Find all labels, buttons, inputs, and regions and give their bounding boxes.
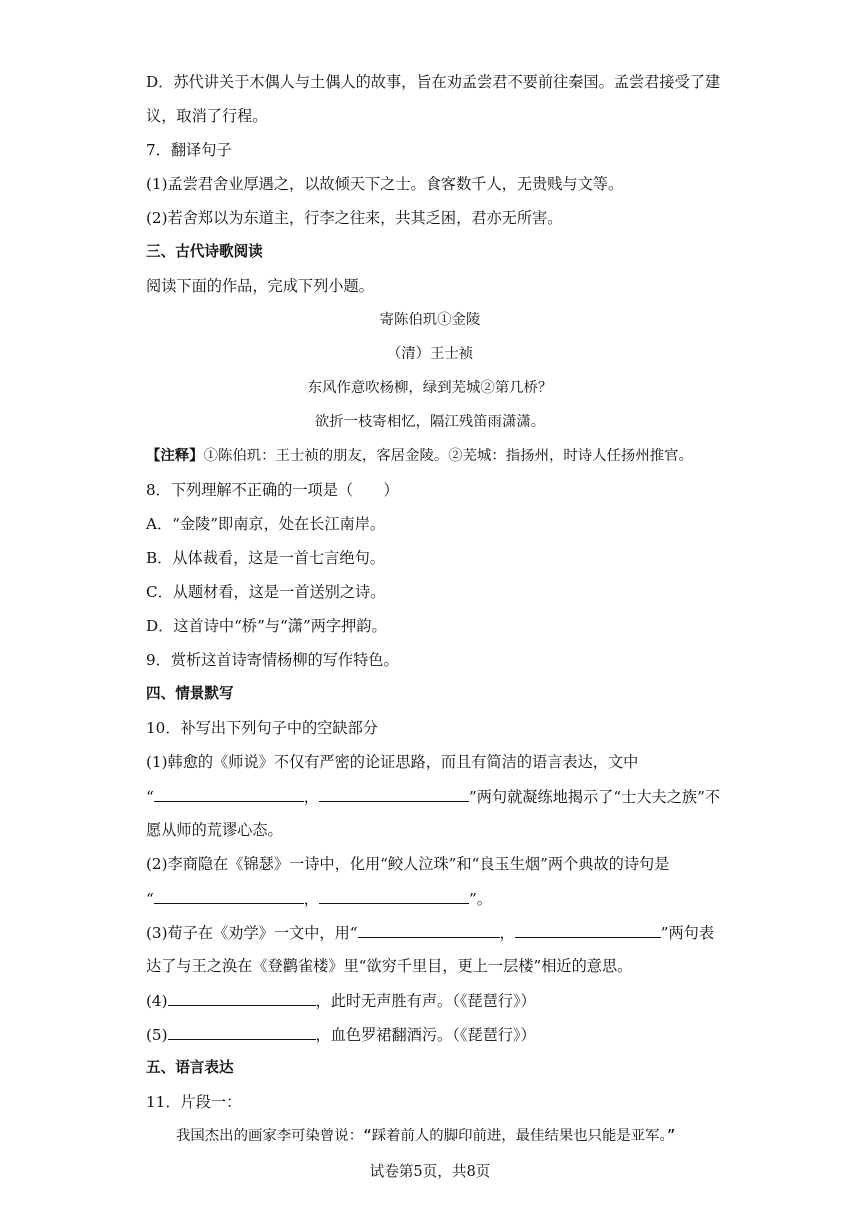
- quote-close: ”。: [468, 890, 492, 908]
- question-10-2-line2: [146, 888, 726, 909]
- question-7: 7．翻译句子: [146, 141, 232, 159]
- q6-option-d-line1: D．苏代讲关于木偶人与土偶人的故事，旨在劝孟尝君不要前往秦国。孟尝君接受了建: [146, 73, 721, 91]
- answer-blank[interactable]: [319, 888, 469, 904]
- question-8-option-d: D．这首诗中“桥”与“潇”两字押韵。: [146, 617, 387, 635]
- question-11: 11．片段一：: [146, 1093, 242, 1111]
- poem-author: （清）王士祯: [386, 346, 474, 362]
- answer-blank[interactable]: [168, 990, 316, 1006]
- question-10-3-line2: 达了与王之涣在《登鹳雀楼》里“欲穷千里目，更上一层楼”相近的意思。: [146, 957, 633, 975]
- question-11-passage: 我国杰出的画家李可染曾说：“踩着前人的脚印前进，最佳结果也只能是亚军。”: [176, 1128, 676, 1144]
- poem-line-1: 东风作意吹杨柳，绿到芜城②第几桥？: [307, 380, 553, 396]
- question-10-3-head: (3)荀子在《劝学》一文中，用“: [146, 924, 358, 942]
- poem-title: 寄陈伯玑①金陵: [379, 312, 481, 328]
- answer-blank[interactable]: [515, 922, 661, 938]
- answer-blank[interactable]: [154, 786, 304, 802]
- question-8-option-c: C．从题材看，这是一首送别之诗。: [146, 583, 386, 601]
- answer-blank[interactable]: [154, 888, 304, 904]
- answer-blank[interactable]: [319, 786, 469, 802]
- question-7-part-1: (1)孟尝君舍业厚遇之，以故倾天下之士。食客数千人，无贵贱与文等。: [146, 175, 624, 193]
- question-8-option-a: A．“金陵”即南京，处在长江南岸。: [146, 515, 386, 533]
- comma: ，: [303, 890, 319, 908]
- section-3-intro: 阅读下面的作品，完成下列小题。: [146, 277, 374, 295]
- question-10-4: [146, 990, 726, 1011]
- page-footer: 试卷第5页，共8页: [369, 1163, 491, 1180]
- item-number: (5): [146, 1026, 168, 1044]
- question-7-part-2: (2)若舍郑以为东道主，行李之往来，共其乏困，君亦无所害。: [146, 209, 563, 227]
- question-10-1-tail: ”两句就凝练地揭示了“士大夫之族”不: [468, 788, 721, 806]
- notes-text: ①陈伯玑：王士祯的朋友，客居金陵。②芜城：指扬州，时诗人任扬州推官。: [203, 448, 693, 464]
- answer-blank[interactable]: [168, 1024, 316, 1040]
- comma: ，: [303, 788, 319, 806]
- question-10-3-line1: [146, 922, 726, 943]
- quote-open: “: [146, 890, 154, 908]
- question-10-3-tail: ”两句表: [660, 924, 715, 942]
- question-10-5-tail: ，血色罗裙翻酒污。（《琵琶行》）: [315, 1026, 536, 1044]
- poem-notes: [146, 446, 726, 466]
- answer-blank[interactable]: [358, 922, 500, 938]
- question-10-1-line3: 愿从师的荒谬心态。: [146, 821, 283, 839]
- question-10: 10．补写出下列句子中的空缺部分: [146, 719, 378, 737]
- section-3-heading: 三、古代诗歌阅读: [146, 243, 263, 260]
- comma: ，: [499, 924, 515, 942]
- question-10-1-line2: [146, 786, 726, 807]
- question-10-5: [146, 1024, 726, 1045]
- q6-option-d-line2: 议，取消了行程。: [146, 107, 268, 125]
- item-number: (4): [146, 992, 168, 1010]
- question-10-1-line1: (1)韩愈的《师说》不仅有严密的论证思路，而且有简洁的语言表达，文中: [146, 753, 639, 771]
- section-4-heading: 四、情景默写: [146, 685, 234, 702]
- question-10-2-line1: (2)李商隐在《锦瑟》一诗中，化用“鲛人泣珠”和“良玉生烟”两个典故的诗句是: [146, 855, 670, 873]
- notes-label: 【注释】: [146, 448, 204, 464]
- question-8: 8．下列理解不正确的一项是（ ）: [146, 481, 399, 499]
- question-8-option-b: B．从体裁看，这是一首七言绝句。: [146, 549, 385, 567]
- section-5-heading: 五、语言表达: [146, 1059, 234, 1076]
- poem-line-2: 欲折一枝寄相忆，隔江残笛雨潇潇。: [314, 414, 546, 430]
- question-10-4-tail: ，此时无声胜有声。（《琵琶行》）: [315, 992, 536, 1010]
- quote-open: “: [146, 788, 154, 806]
- question-9: 9．赏析这首诗寄情杨柳的写作特色。: [146, 651, 399, 669]
